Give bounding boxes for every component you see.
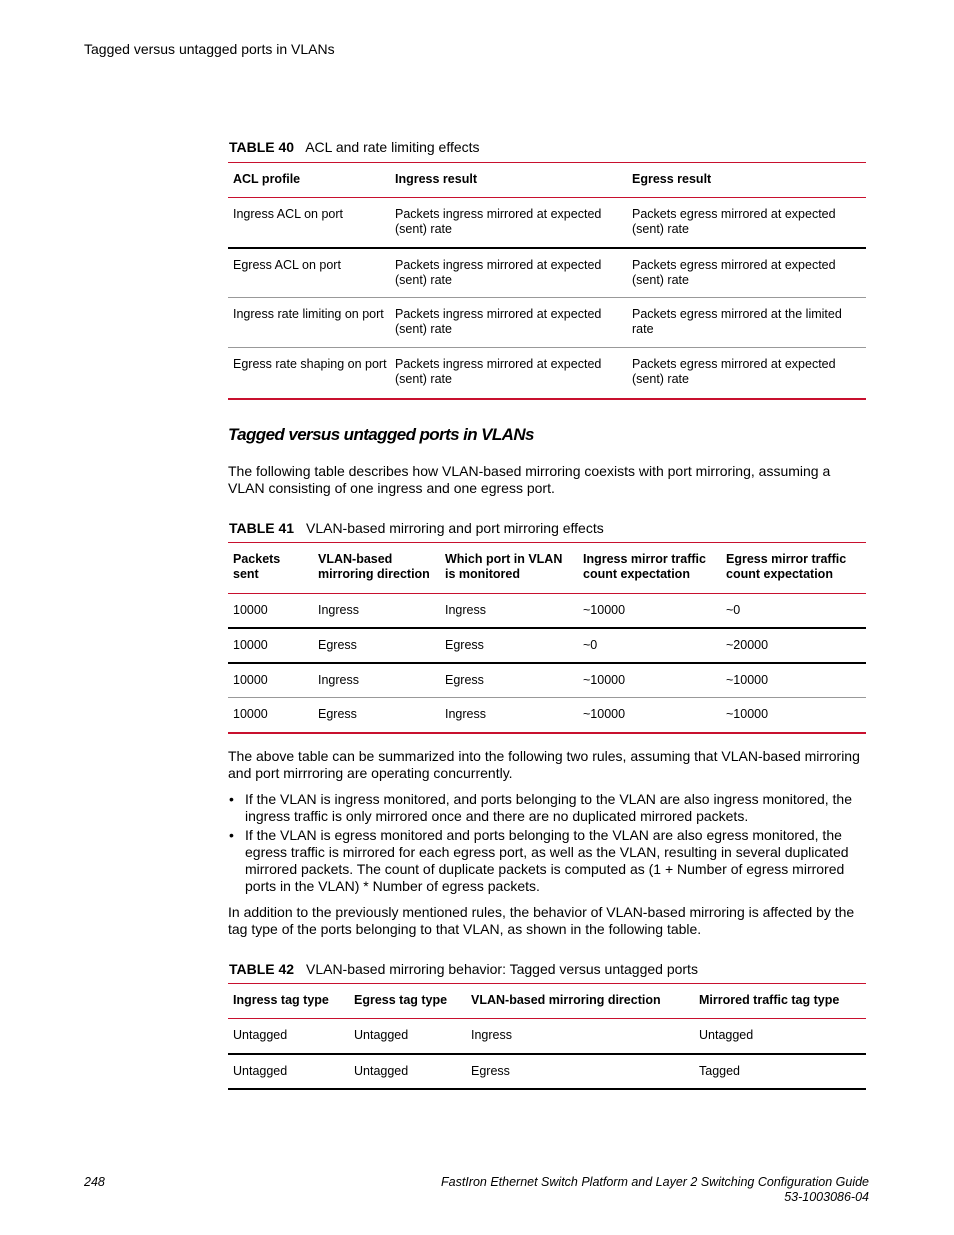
table-cell: Tagged	[694, 1054, 866, 1089]
table-cell: Egress ACL on port	[228, 248, 390, 298]
table-row	[228, 594, 866, 628]
column-header: VLAN-based mirroring direction	[313, 543, 440, 594]
table-cell: Packets egress mirrored at expected (sent) rate	[627, 248, 866, 298]
table-cell: Packets egress mirrored at the limited rate	[627, 298, 866, 348]
table-number: TABLE 42	[229, 961, 295, 977]
list-item: • If the VLAN is ingress monitored, and ports belonging to the VLAN are also ingress monitored, the ingress traffic is only mirrored once and there are no duplicated mirrored packets.	[229, 791, 853, 824]
table-row	[228, 298, 866, 348]
table-cell: Untagged	[694, 1019, 866, 1054]
column-header: Which port in VLAN is monitored	[440, 543, 578, 594]
table-cell: Packets ingress mirrored at expected (sent) rate	[390, 248, 627, 298]
table-cell: Egress	[313, 628, 440, 663]
summary-paragraph: The above table can be summarized into the following two rules, assuming that VLAN-based mirroring and port mirrroring are operating concurrently.	[228, 748, 860, 781]
closing-paragraph: In addition to the previously mentioned rules, the behavior of VLAN-based mirroring is affected by the tag type of the ports belonging to that VLAN, as shown in the following table.	[228, 904, 855, 937]
column-header: Ingress mirror traffic count expectation	[578, 543, 721, 594]
table-cell: Egress	[440, 663, 578, 698]
list-item-text: If the VLAN is egress monitored and ports belonging to the VLAN are also egress monitored, the egress traffic is mirrored for each egress port, as well as the VLAN, resulting in several duplicated mirrored packets. The count of duplicate packets is computed as (1 + Number of egress mirrored ports in the VLAN) * Number of egress packets.	[245, 827, 849, 894]
table-cell: Packets egress mirrored at expected (sent) rate	[627, 198, 866, 248]
table-cell: Untagged	[349, 1054, 466, 1089]
section-heading: Tagged versus untagged ports in VLANs	[228, 425, 534, 444]
footer-guide-title	[441, 1175, 869, 1205]
table-row	[228, 628, 866, 663]
table-row	[228, 1054, 866, 1089]
table-cell: Egress rate shaping on port	[228, 348, 390, 399]
column-header: Egress tag type	[349, 984, 466, 1019]
table-cell: ~10000	[578, 594, 721, 628]
table-cell: Egress	[466, 1054, 694, 1089]
table-cell: Ingress	[440, 698, 578, 733]
table-42	[228, 983, 866, 1090]
list-item: • If the VLAN is egress monitored and ports belonging to the VLAN are also egress monitored, the egress traffic is mirrored for each egress port, as well as the VLAN, resulting in several duplicated mirrored packets. The count of duplicate packets is computed as (1 + Number of egress mirrored ports in the VLAN) * Number of egress packets.	[229, 827, 849, 894]
table-row	[228, 698, 866, 733]
table-42-caption	[229, 961, 698, 977]
table-row	[228, 248, 866, 298]
column-header: Ingress tag type	[228, 984, 349, 1019]
table-cell: ~20000	[721, 628, 866, 663]
table-cell: 10000	[228, 594, 313, 628]
document-number: 53-1003086-04	[784, 1190, 869, 1204]
table-cell: Egress	[440, 628, 578, 663]
table-40	[228, 162, 866, 400]
guide-title: FastIron Ethernet Switch Platform and Layer 2 Switching Configuration Guide	[441, 1175, 869, 1189]
table-cell: Egress	[313, 698, 440, 733]
column-header: VLAN-based mirroring direction	[466, 984, 694, 1019]
list-item-text: If the VLAN is ingress monitored, and ports belonging to the VLAN are also ingress monitored, the ingress traffic is only mirrored once and there are no duplicated mirrored packets.	[245, 791, 853, 824]
table-row	[228, 198, 866, 248]
table-title: VLAN-based mirroring behavior: Tagged versus untagged ports	[305, 961, 698, 977]
running-header: Tagged versus untagged ports in VLANs	[84, 41, 335, 57]
rules-list	[228, 791, 868, 897]
table-cell: Ingress ACL on port	[228, 198, 390, 248]
table-title: ACL and rate limiting effects	[305, 139, 480, 155]
table-cell: 10000	[228, 663, 313, 698]
table-41	[228, 542, 866, 734]
table-row	[228, 1019, 866, 1054]
table-cell: Ingress	[440, 594, 578, 628]
column-header: ACL profile	[228, 163, 390, 198]
column-header: Packets sent	[228, 543, 313, 594]
column-header: Egress result	[627, 163, 866, 198]
table-cell: Ingress rate limiting on port	[228, 298, 390, 348]
table-cell: ~10000	[578, 698, 721, 733]
table-number: TABLE 41	[229, 520, 295, 536]
table-cell: Packets ingress mirrored at expected (sent) rate	[390, 348, 627, 399]
table-40-caption	[229, 139, 480, 155]
table-cell: Untagged	[349, 1019, 466, 1054]
page-number: 248	[84, 1175, 105, 1189]
table-cell: Packets egress mirrored at expected (sent) rate	[627, 348, 866, 399]
table-cell: ~10000	[721, 698, 866, 733]
table-cell: Packets ingress mirrored at expected (sent) rate	[390, 298, 627, 348]
column-header: Mirrored traffic tag type	[694, 984, 866, 1019]
table-cell: Ingress	[313, 594, 440, 628]
table-cell: ~0	[721, 594, 866, 628]
table-cell: ~10000	[578, 663, 721, 698]
table-title: VLAN-based mirroring and port mirroring effects	[305, 520, 604, 536]
intro-paragraph: The following table describes how VLAN-based mirroring coexists with port mirroring, assuming a VLAN consisting of one ingress and one egress port.	[228, 463, 831, 496]
table-number: TABLE 40	[229, 139, 295, 155]
column-header: Egress mirror traffic count expectation	[721, 543, 866, 594]
table-cell: ~10000	[721, 663, 866, 698]
column-header: Ingress result	[390, 163, 627, 198]
table-cell: ~0	[578, 628, 721, 663]
table-row	[228, 663, 866, 698]
table-cell: Packets ingress mirrored at expected (sent) rate	[390, 198, 627, 248]
table-cell: 10000	[228, 698, 313, 733]
table-cell: Untagged	[228, 1019, 349, 1054]
table-cell: Ingress	[313, 663, 440, 698]
table-cell: Untagged	[228, 1054, 349, 1089]
table-cell: 10000	[228, 628, 313, 663]
table-row	[228, 348, 866, 399]
table-41-caption	[229, 520, 604, 536]
table-cell: Ingress	[466, 1019, 694, 1054]
